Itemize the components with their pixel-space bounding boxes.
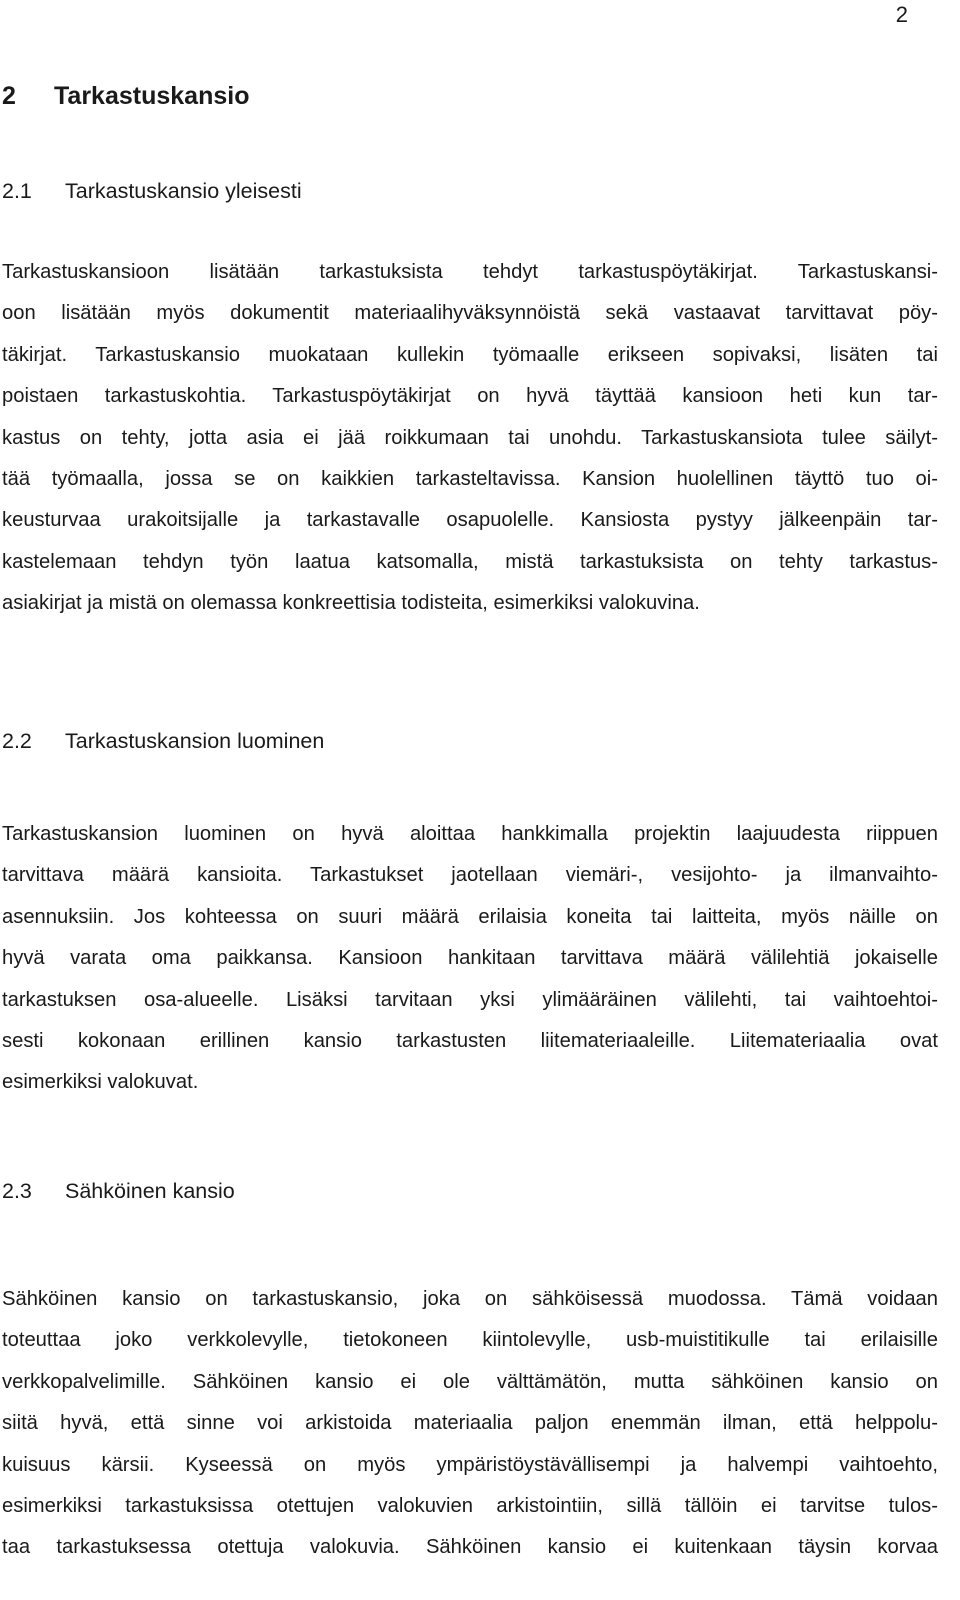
- text-line: asennuksiin. Jos kohteessa on suuri määrä erilaisia koneita tai laitteita, myös näille on: [2, 905, 938, 928]
- section-2-2-paragraph: [2, 824, 938, 1114]
- text-line: esimerkiksi tarkastuksissa otettujen valokuvien arkistointiin, sillä tällöin ei tarvitse tulos-: [2, 1494, 938, 1517]
- text-line: keusturvaa urakoitsijalle ja tarkastavalle osapuolelle. Kansiosta pystyy jälkeenpäin tar-: [2, 509, 938, 532]
- section-number: 2.3: [2, 1179, 32, 1203]
- section-heading-2-3: [2, 1179, 235, 1204]
- text-line: taa tarkastuksessa otettuja valokuvia. Sähköinen kansio ei kuitenkaan täysin korvaa: [2, 1536, 938, 1559]
- text-line: Tarkastuskansion luominen on hyvä aloittaa hankkimalla projektin laajuudesta riippuen: [2, 823, 938, 845]
- text-line: oon lisätään myös dokumentit materiaalihyväksynnöistä sekä vastaavat tarvittavat pöy-: [2, 302, 938, 325]
- text-line: kuisuus kärsii. Kyseessä on myös ympäristöystävällisempi ja halvempi vaihtoehto,: [2, 1453, 938, 1476]
- text-line: kastelemaan tehdyn työn laatua katsomalla, mistä tarkastuksista on tehty tarkastus-: [2, 550, 938, 573]
- text-line: tarvittava määrä kansioita. Tarkastukset jaotellaan viemäri-, vesijohto- ja ilmanvaihto-: [2, 864, 938, 887]
- text-line: esimerkiksi valokuvat.: [2, 1071, 199, 1094]
- text-line: tarkastuksen osa-alueelle. Lisäksi tarvitaan yksi ylimääräinen välilehti, tai vaihtoehtoi-: [2, 988, 938, 1011]
- section-2-3-paragraph: [2, 1289, 938, 1579]
- section-title: Sähköinen kansio: [65, 1179, 235, 1203]
- text-line: asiakirjat ja mistä on olemassa konkreettisia todisteita, esimerkiksi valokuvina.: [2, 592, 700, 615]
- text-line: hyvä varata oma paikkansa. Kansioon hankitaan tarvittava määrä välilehtiä jokaiselle: [2, 947, 938, 970]
- text-line: toteuttaa joko verkkolevylle, tietokoneen kiintolevylle, usb-muistitikulle tai erilaisille: [2, 1329, 938, 1352]
- text-line: tää työmaalla, jossa se on kaikkien tarkasteltavissa. Kansion huolellinen täyttö tuo oi-: [2, 467, 938, 490]
- section-number: 2.2: [2, 729, 32, 753]
- text-line: Tarkastuskansioon lisätään tarkastuksista tehdyt tarkastuspöytäkirjat. Tarkastuskansi-: [2, 261, 938, 283]
- text-line: siitä hyvä, että sinne voi arkistoida materiaalia paljon enemmän ilman, että helppolu-: [2, 1412, 938, 1435]
- section-number: 2.1: [2, 179, 32, 203]
- text-line: kastus on tehty, jotta asia ei jää roikkumaan tai unohdu. Tarkastuskansiota tulee säilyt-: [2, 426, 938, 449]
- section-title: Tarkastuskansio yleisesti: [65, 179, 302, 203]
- section-2-1-paragraph: [2, 262, 938, 635]
- text-line: sesti kokonaan erillinen kansio tarkastusten liitemateriaaleille. Liitemateriaalia ovat: [2, 1029, 938, 1052]
- text-line: poistaen tarkastuskohtia. Tarkastuspöytäkirjat on hyvä täyttää kansioon heti kun tar-: [2, 385, 938, 408]
- text-line: verkkopalvelimille. Sähköinen kansio ei ole välttämätön, mutta sähköinen kansio on: [2, 1370, 938, 1393]
- page-number: 2: [895, 2, 908, 27]
- section-heading-2-2: [2, 729, 324, 754]
- chapter-heading: [2, 82, 249, 111]
- text-line: Sähköinen kansio on tarkastuskansio, joka on sähköisessä muodossa. Tämä voidaan: [2, 1288, 938, 1310]
- chapter-number: 2: [2, 82, 16, 110]
- section-heading-2-1: [2, 179, 302, 204]
- chapter-title: Tarkastuskansio: [54, 82, 250, 110]
- section-title: Tarkastuskansion luominen: [65, 729, 325, 753]
- text-line: täkirjat. Tarkastuskansio muokataan kullekin työmaalle erikseen sopivaksi, lisäten tai: [2, 343, 938, 366]
